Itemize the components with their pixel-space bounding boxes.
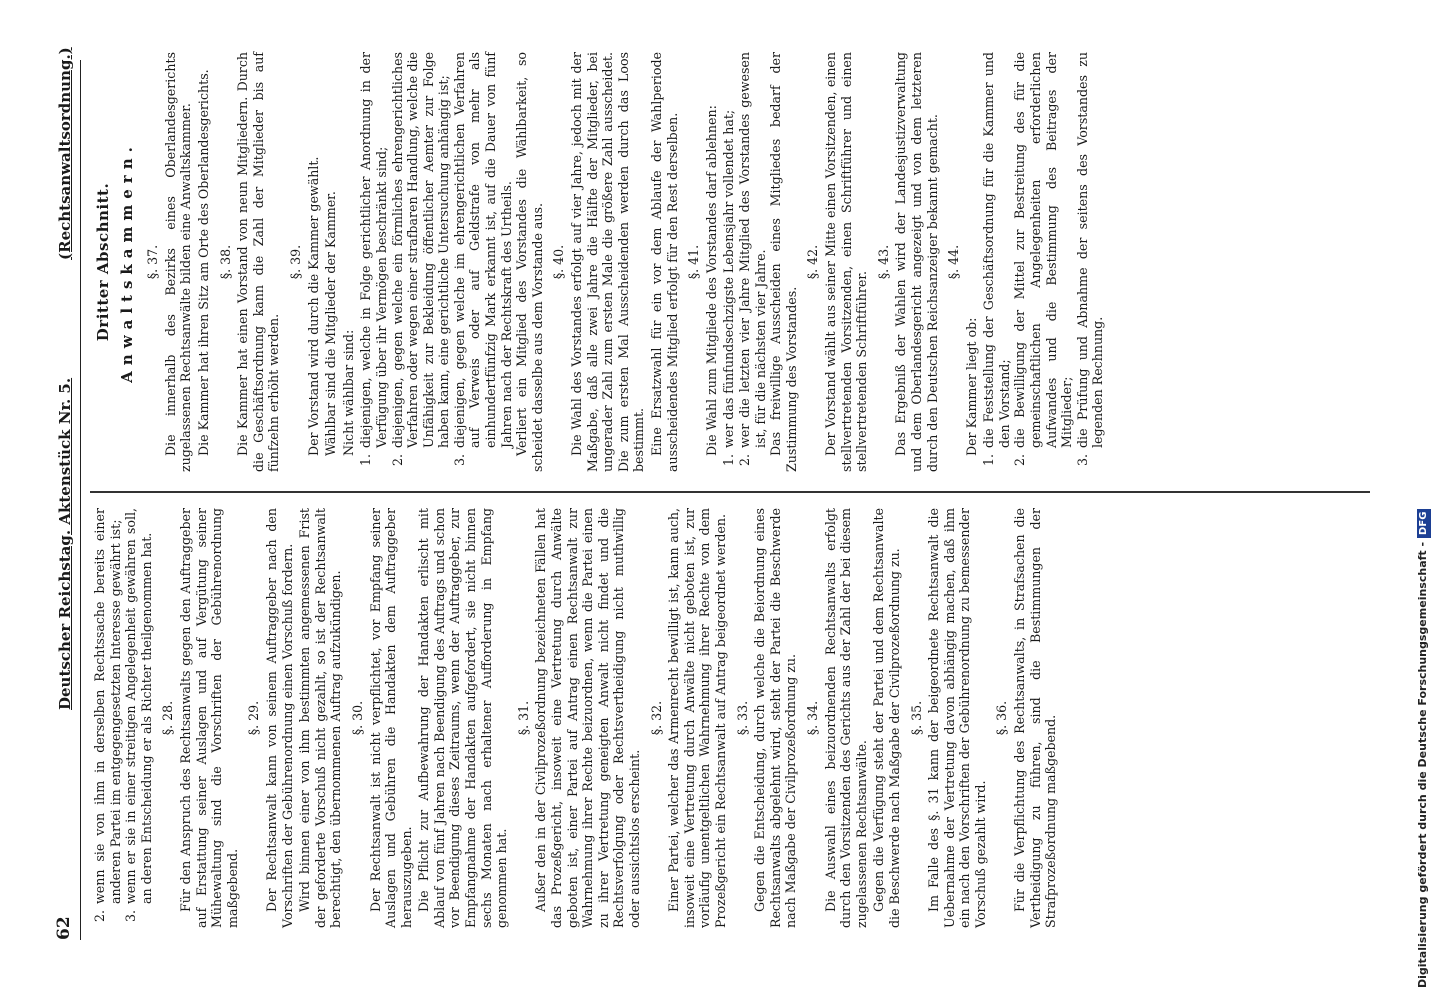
list-item-text: diejenigen, welche in Folge gerichtlicher Anordnung in der Verfügung über ihr Vermögen beschränkt sind; xyxy=(358,52,389,448)
numbered-list xyxy=(92,508,154,928)
list-item-number: 1. xyxy=(358,454,374,467)
paragraph-text: Für den Anspruch des Rechtsanwalts gegen den Auftraggeber auf Erstattung seiner Auslagen und auf Vergütung seiner Mühewaltung sind die Vorschriften der Gebührenordnung maßgebend. xyxy=(177,508,240,928)
section-heading: Dritter Abschnitt. xyxy=(94,182,112,342)
list-item-number: 3. xyxy=(123,910,139,923)
list-item-text: wer das fünfundsechzigste Lebensjahr vollendet hat; xyxy=(721,109,737,448)
list-item-number: 2. xyxy=(1012,454,1028,467)
section-number: §. 43. xyxy=(875,244,891,280)
paragraph-text: Verliert ein Mitglied des Vorstandes die Wählbarkeit, so scheidet dasselbe aus dem Vorstande aus. xyxy=(514,52,545,472)
list-item-text: wenn sie von ihm in derselben Rechtssache bereits einer anderen Partei im entgegengesetzten Interesse gewährt ist; xyxy=(92,508,123,904)
paragraph-text: Im Falle des §. 31 kann der beigeordnete Rechtsanwalt die Uebernahme der Vertretung davon abhängig machen, daß ihm ein nach den Vorschriften der Gebührenordnung zu bemessender Vorschuß gezahlt wird. xyxy=(926,508,988,928)
paragraph-text: Das Ergebniß der Wahlen wird der Landesjustizverwaltung und dem Oberlandesgericht angezeigt und von dem letzteren durch den Deutschen Reichsanzeiger bekannt gemacht. xyxy=(893,52,940,472)
header-title: Deutscher Reichstag. Aktenstück Nr. 5. xyxy=(56,377,74,710)
paragraph-text: Die Wahl zum Mitgliede des Vorstandes darf ablehnen: xyxy=(703,105,719,456)
list-item-text: die Prüfung und Abnahme der seitens des Vorstandes zu legenden Rechnung. xyxy=(1074,52,1106,448)
paragraph-text: Der Vorstand wählt aus seiner Mitte einen Vorsitzenden, einen stellvertretenden Vorsitzenden, einen Schriftführer und einen stellvertretenden Schriftführer. xyxy=(822,52,870,472)
list-item-text: diejenigen, gegen welche im ehrengerichtlichen Verfahren auf Verweis oder auf Geldstrafe von mehr als einhundertfünfzig Mark erkannt ist, auf die Dauer von fünf Jahren nach der Rechtskraft des Urtheils. xyxy=(451,52,514,448)
right-column xyxy=(92,52,1106,472)
left-column xyxy=(92,508,1061,928)
section-number: §. 28. xyxy=(160,700,176,736)
numbered-list xyxy=(358,52,514,472)
paragraph-text: Gegen die Entscheidung, durch welche die Beiordnung eines Rechtsanwalts abgelehnt wird, steht der Partei die Beschwerde nach Maßgabe der Civilprozeßordnung zu. xyxy=(752,508,799,928)
paragraph-text: Der Kammer liegt ob: xyxy=(963,317,979,456)
section-number: §. 44. xyxy=(946,244,962,280)
numbered-list xyxy=(981,52,1106,472)
paragraph-text: Eine Ersatzwahl für ein vor dem Ablaufe der Wahlperiode ausscheidendes Mitglied erfolgt für den Rest derselben. xyxy=(649,52,680,472)
list-item-number: 1. xyxy=(981,454,997,467)
paragraph-text: Einer Partei, welcher das Armenrecht bewilligt ist, kann auch, insoweit eine Vertretung durch Anwälte nicht geboten ist, zur vorläufig unentgeltlichen Wahrnehmung ihrer Rechte von dem Prozeßgericht ein Rechtsanwalt auf Antrag beigeordnet werden. xyxy=(666,508,728,928)
digitization-note xyxy=(1415,8,1431,988)
list-item xyxy=(721,52,737,472)
list-item xyxy=(1075,52,1106,472)
section-number: §. 29. xyxy=(246,700,262,736)
paragraph-text: Die Wahl des Vorstandes erfolgt auf vier Jahre, jedoch mit der Maßgabe, daß alle zwei Jahre die Hälfte der Mitglieder, bei ungerader Zahl zum ersten Male die größere Zahl ausscheidet. Die zum ersten Mal Ausscheidenden werden durch das Loos bestimmt. xyxy=(569,52,647,472)
section-number: §. 39. xyxy=(287,244,303,280)
list-item-number: 3. xyxy=(451,454,467,467)
paragraph-text: Der Rechtsanwalt ist nicht verpflichtet, vor Empfang seiner Auslagen und Gebühren die Handakten dem Auftraggeber herauszugeben. xyxy=(367,508,414,928)
list-item-text: wer die letzten vier Jahre Mitglied des Vorstandes gewesen ist, für die nächsten vier Jahre. xyxy=(736,52,768,448)
list-item xyxy=(452,52,514,472)
list-item-number: 1. xyxy=(721,454,737,467)
paragraph-text: Der Vorstand wird durch die Kammer gewählt. xyxy=(305,156,321,456)
list-item-number: 3. xyxy=(1074,454,1090,467)
list-item xyxy=(123,508,154,928)
digitization-text: Digitalisierung gefördert durch die Deutsche Forschungsgemeinschaft - xyxy=(1416,541,1429,988)
section-number: §. 33. xyxy=(734,700,750,736)
list-item xyxy=(1012,52,1074,472)
header-subtitle: (Rechtsanwaltsordnung.) xyxy=(56,47,74,260)
paragraph-text: Der Rechtsanwalt kann von seinem Auftraggeber nach den Vorschriften der Gebührenordnung einen Vorschuß fordern. xyxy=(263,508,295,928)
chapter-title: Anwaltskammern. xyxy=(117,141,136,383)
section-number: §. 41. xyxy=(686,244,702,280)
section-number: §. 34. xyxy=(804,700,820,736)
section-number: §. 31. xyxy=(515,700,531,736)
section-number: §. 40. xyxy=(551,244,567,280)
paragraph-text: Das freiwillige Ausscheiden eines Mitgliedes bedarf der Zustimmung des Vorstandes. xyxy=(768,52,799,472)
paragraph-text: Die Auswahl eines beizuordnenden Rechtsanwalts erfolgt durch den Vorsitzenden des Gerichts aus der Zahl der bei diesem zugelassenen Rechtsanwälte. xyxy=(822,508,869,928)
numbered-list xyxy=(721,52,768,472)
list-item-number: 2. xyxy=(389,454,405,467)
section-number: §. 38. xyxy=(217,244,233,280)
paragraph-text: Nicht wählbar sind: xyxy=(340,329,356,456)
list-item xyxy=(92,508,123,928)
section-number: §. 30. xyxy=(349,700,365,736)
paragraph-text: Die innerhalb des Bezirks eines Oberlandesgerichts zugelassenen Rechtsanwälte bilden eine Anwaltskammer. xyxy=(162,52,194,472)
section-number: §. 36. xyxy=(994,700,1010,736)
paragraph-text: Für die Verpflichtung des Rechtsanwalts, in Strafsachen die Vertheidigung zu führen, sind die Bestimmungen der Strafprozeßordnung maßgebend. xyxy=(1012,508,1059,928)
paragraph-text: Außer den in der Civilprozeßordnung bezeichneten Fällen hat das Prozeßgericht, insoweit eine Vertretung durch Anwälte geboten ist, einer Partei auf Antrag einen Rechtsanwalt zur Wahrnehmung ihrer Rechte beizuordnen, wenn die Partei einen zu ihrer Vertretung geneigten Anwalt nicht findet und die Rechtsverfolgung oder Rechtsvertheidigung nicht muthwillig oder aussichtslos erscheint. xyxy=(533,508,642,928)
list-item-number: 2. xyxy=(736,454,752,467)
section-number: §. 32. xyxy=(648,700,664,736)
section-number: §. 35. xyxy=(908,700,924,736)
list-item xyxy=(981,52,1012,472)
paragraph-text: Gegen die Verfügung steht der Partei und dem Rechtsanwalte die Beschwerde nach Maßgabe der Civilprozeßordnung zu. xyxy=(871,508,902,928)
paragraph-text: Die Kammer hat einen Vorstand von neun Mitgliedern. Durch die Geschäftsordnung kann die Zahl der Mitglieder bis auf fünfzehn erhöht werden. xyxy=(235,52,282,472)
list-item xyxy=(390,52,452,472)
list-item xyxy=(737,52,768,472)
paragraph-text: Wird binnen einer von ihm bestimmten angemessenen Frist der geforderte Vorschuß nicht gezahlt, so ist der Rechtsanwalt berechtigt, den übernommenen Auftrag aufzukündigen. xyxy=(297,508,344,928)
section-number: §. 42. xyxy=(805,244,821,280)
list-item-number: 2. xyxy=(92,910,107,923)
paragraph-text: Die Pflicht zur Aufbewahrung der Handakten erlischt mit Ablauf von fünf Jahren nach Beendigung des Auftrags und schon vor Beendigung dieses Zeitraums, wenn der Auftraggeber, zur Empfangnahme der Handakten aufgefordert, sie nicht binnen sechs Monaten nach erhaltener Aufforderung in Empfang genommen hat. xyxy=(416,508,510,928)
section-number: §. 37. xyxy=(145,244,161,280)
paragraph-text: Wählbar sind die Mitglieder der Kammer. xyxy=(323,191,339,456)
paragraph-text: Die Kammer hat ihren Sitz am Orte des Oberlandesgerichts. xyxy=(195,69,211,456)
list-item-text: die Feststellung der Geschäftsordnung für die Kammer und den Vorstand; xyxy=(981,52,1012,448)
list-item-text: die Bewilligung der Mittel zur Bestreitung des für die gemeinschaftlichen Angelegenheiten erforderlichen Aufwandes und die Bestimmung des Beitrages der Mitglieder; xyxy=(1012,52,1075,448)
list-item-text: wenn er sie in einer streitigen Angelegenheit gewähren soll, an deren Entscheidung er als Richter theilgenommen hat. xyxy=(123,508,154,904)
column-divider xyxy=(90,492,1370,494)
page-number: 62 xyxy=(54,916,74,940)
list-item xyxy=(358,52,389,472)
page-header xyxy=(50,47,81,940)
list-item-text: diejenigen, gegen welche ein förmliches ehrengerichtliches Verfahren oder wegen einer strafbaren Handlung, welche die Unfähigkeit zur Bekleidung öffentlicher Aemter zur Folge haben kann, eine gerichtliche Untersuchung anhängig ist; xyxy=(389,52,452,448)
dfg-logo: DFG xyxy=(1417,509,1431,538)
